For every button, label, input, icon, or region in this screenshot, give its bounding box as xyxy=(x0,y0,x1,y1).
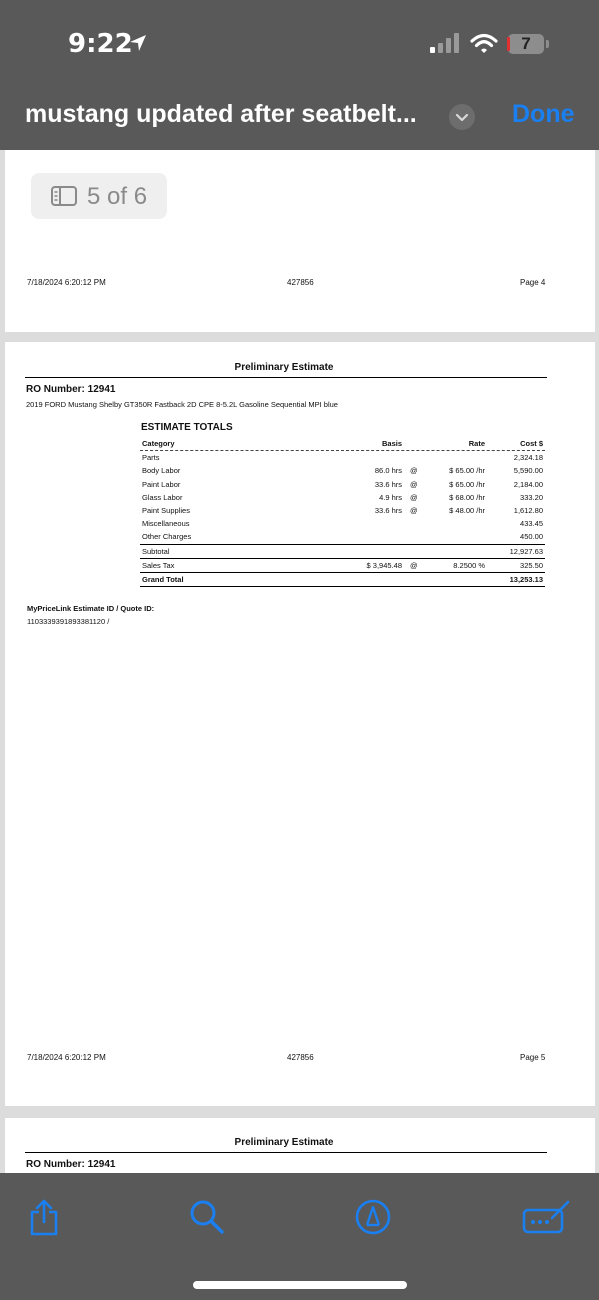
ro-number: RO Number: 12941 xyxy=(26,384,116,395)
title-menu-button[interactable] xyxy=(449,104,475,130)
status-time: 9:22 xyxy=(68,29,133,59)
footer-number: 427856 xyxy=(287,278,314,287)
row-cost: 333.20 xyxy=(520,492,543,502)
sales-tax-rate: 8.2500 % xyxy=(453,560,485,570)
mypricelink-value: 1103339391893381120 / xyxy=(27,617,110,626)
row-category: Other Charges xyxy=(142,532,192,542)
table-row xyxy=(140,517,545,530)
row-at: @ xyxy=(410,479,418,489)
battery-indicator: 7 xyxy=(508,34,544,54)
footer-page: Page 5 xyxy=(520,1053,546,1062)
page-indicator-text: 5 of 6 xyxy=(87,183,148,210)
chevron-down-icon xyxy=(449,104,475,130)
table-header xyxy=(140,437,545,451)
row-category: Paint Supplies xyxy=(142,505,190,515)
sales-tax-value: 325.50 xyxy=(520,560,543,570)
page-heading: Preliminary Estimate xyxy=(234,1137,334,1148)
footer-page: Page 4 xyxy=(520,278,546,287)
row-basis: 86.0 hrs xyxy=(374,466,402,476)
row-cost: 450.00 xyxy=(520,532,543,542)
sales-tax-label: Sales Tax xyxy=(142,560,175,570)
table-row xyxy=(140,504,545,517)
search-icon[interactable] xyxy=(188,1198,226,1236)
row-cost: 2,184.00 xyxy=(513,479,543,489)
footer-date: 7/18/2024 6:20:12 PM xyxy=(27,1053,106,1062)
column-header-rate: Rate xyxy=(468,439,485,448)
table-row xyxy=(140,478,545,491)
row-cost: 5,590.00 xyxy=(513,466,543,476)
share-icon[interactable] xyxy=(27,1198,61,1236)
document-title[interactable]: mustang updated after seatbelt... xyxy=(25,100,417,128)
row-category: Paint Labor xyxy=(142,479,181,489)
cellular-signal-icon xyxy=(430,33,462,53)
page-heading: Preliminary Estimate xyxy=(234,362,334,373)
row-basis: 33.6 hrs xyxy=(374,479,402,489)
top-bar xyxy=(0,0,599,150)
table-row xyxy=(140,451,545,464)
row-cost: 1,612.80 xyxy=(513,505,543,515)
location-arrow-icon xyxy=(128,33,148,53)
row-rate: $ 65.00 /hr xyxy=(449,466,485,476)
document-page-6 xyxy=(5,1118,595,1178)
row-at: @ xyxy=(410,492,418,502)
heading-rule xyxy=(25,1152,547,1153)
subtotal-label: Subtotal xyxy=(142,546,170,556)
row-rate: $ 48.00 /hr xyxy=(449,505,485,515)
form-fill-icon[interactable] xyxy=(522,1198,572,1236)
grand-total-row xyxy=(140,572,545,587)
row-at: @ xyxy=(410,466,418,476)
column-header-basis: Basis xyxy=(381,439,402,448)
row-category: Parts xyxy=(142,453,160,463)
row-category: Body Labor xyxy=(142,466,181,476)
row-rate: $ 65.00 /hr xyxy=(449,479,485,489)
row-cost: 2,324.18 xyxy=(513,453,543,463)
sales-tax-basis: $ 3,945.48 xyxy=(366,560,402,570)
estimate-totals-title: ESTIMATE TOTALS xyxy=(141,422,233,433)
wifi-icon xyxy=(470,33,498,55)
footer-date: 7/18/2024 6:20:12 PM xyxy=(27,278,106,287)
footer-number: 427856 xyxy=(287,1053,314,1062)
document-page-4 xyxy=(5,150,595,332)
row-at: @ xyxy=(410,505,418,515)
table-row xyxy=(140,491,545,504)
sidebar-icon xyxy=(51,186,77,206)
row-category: Glass Labor xyxy=(142,492,183,502)
home-indicator[interactable] xyxy=(193,1281,407,1289)
grand-total-value: 13,253.13 xyxy=(509,574,543,584)
row-basis: 33.6 hrs xyxy=(374,505,402,515)
page-indicator[interactable] xyxy=(31,173,167,219)
row-cost: 433.45 xyxy=(520,519,543,529)
heading-rule xyxy=(25,377,547,378)
sales-tax-row xyxy=(140,558,545,572)
table-row xyxy=(140,530,545,543)
grand-total-label: Grand Total xyxy=(142,574,184,584)
column-header-category: Category xyxy=(142,439,175,448)
battery-nub xyxy=(546,40,549,48)
sales-tax-at: @ xyxy=(410,560,418,570)
vehicle-description: 2019 FORD Mustang Shelby GT350R Fastback 2D CPE 8-5.2L Gasoline Sequential MPI blue xyxy=(26,400,338,409)
row-basis: 4.9 hrs xyxy=(379,492,402,502)
markup-icon[interactable] xyxy=(354,1198,392,1236)
done-button[interactable]: Done xyxy=(512,100,575,128)
column-header-cost: Cost $ xyxy=(520,439,543,448)
mypricelink-label: MyPriceLink Estimate ID / Quote ID: xyxy=(27,604,155,613)
estimate-totals-table xyxy=(140,437,545,587)
ro-number: RO Number: 12941 xyxy=(26,1159,116,1170)
subtotal-value: 12,927.63 xyxy=(509,546,543,556)
document-page-5 xyxy=(5,342,595,1106)
row-rate: $ 68.00 /hr xyxy=(449,492,485,502)
table-row xyxy=(140,464,545,477)
subtotal-row xyxy=(140,544,545,558)
row-category: Miscellaneous xyxy=(142,519,190,529)
